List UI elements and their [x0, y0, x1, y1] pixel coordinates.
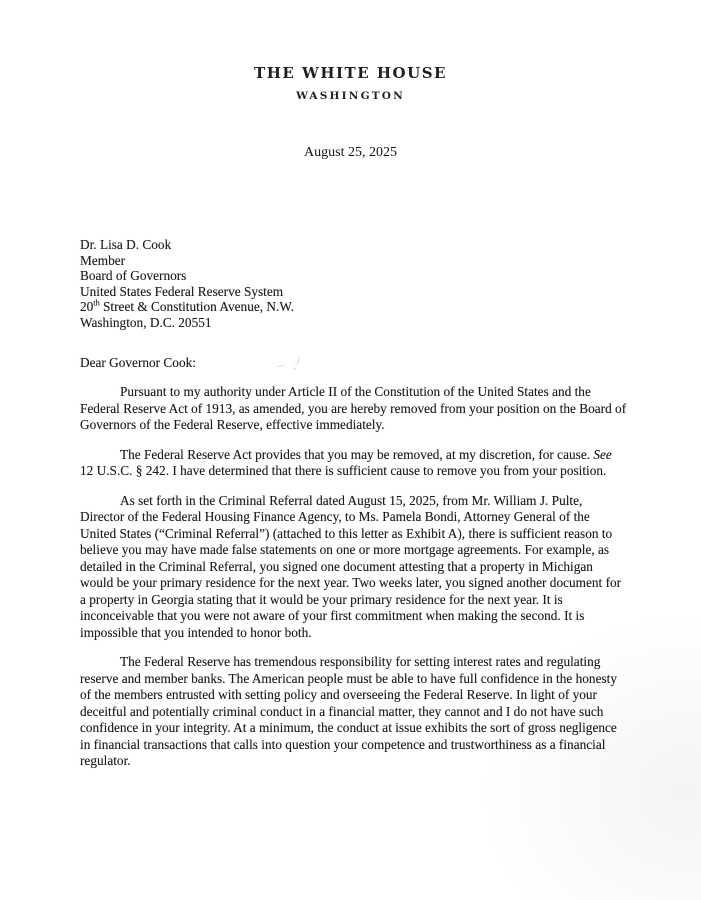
recipient-name: Dr. Lisa D. Cook [80, 237, 172, 252]
recipient-org-line2: United States Federal Reserve System [80, 283, 284, 299]
recipient-city-line: Washington, D.C. 20551 [80, 314, 212, 330]
see-citation-italic: See [593, 446, 612, 462]
letterhead-title: THE WHITE HOUSE [254, 64, 447, 82]
salutation: Dear Governor Cook: [80, 354, 196, 370]
letterhead-subtitle: WASHINGTON [296, 90, 405, 102]
recipient-street-line [80, 299, 628, 315]
letter-date: August 25, 2025 [304, 145, 397, 160]
street-rest: Street & Constitution Avenue, N.W. [99, 299, 294, 315]
street-number: 20 [80, 299, 94, 315]
paragraph-3: As set forth in the Criminal Referral dated August 15, 2025, from Mr. William J. Pulte, Director of the Federal Housing Finance Agency, to Ms. Pamela Bondi, Attorney General of the United States (“Criminal Referral”) (attached to this letter as Exhibit A), there is sufficient reason to believe you may have made false statements on one or more mortgage agreements. For example, as detailed in the Criminal Referral, you signed one document attesting that a property in Michigan would be your primary residence for the next year. Two weeks later, you signed another document for a property in Georgia stating that it would be your primary residence for the next year. It is inconceivable that you were not aware of your first commitment when making the second. It is impossible that you intended to honor both. [80, 492, 622, 640]
paragraph-2 [80, 447, 628, 480]
paragraph-2-part1: The Federal Reserve Act provides that you may be removed, at my discretion, for cause. [120, 446, 594, 462]
paragraph-2-part2: 12 U.S.C. § 242. I have determined that there is sufficient cause to remove you from your position. [80, 463, 607, 479]
letter-body [80, 237, 628, 770]
paragraph-4: The Federal Reserve has tremendous responsibility for setting interest rates and regulating reserve and member banks. The American people must be able to have full confidence in the honesty of the members entrusted with setting policy and overseeing the Federal Reserve. In light of your deceitful and potentially criminal conduct in a financial matter, they cannot and I do not have such confidence in your integrity. At a minimum, the conduct at issue exhibits the sort of gross negligence in financial transactions that calls into question your competence and trustworthiness as a financial regulator. [80, 654, 617, 769]
recipient-address-block [80, 237, 628, 331]
paragraph-1: Pursuant to my authority under Article II of the Constitution of the United States and the Federal Reserve Act of 1913, as amended, you are hereby removed from your position on the Board of Governors of the Federal Reserve, effective immediately. [80, 384, 627, 433]
recipient-title: Member [80, 252, 126, 268]
recipient-org-line1: Board of Governors [80, 268, 187, 284]
street-ordinal-suffix: th [93, 298, 100, 308]
